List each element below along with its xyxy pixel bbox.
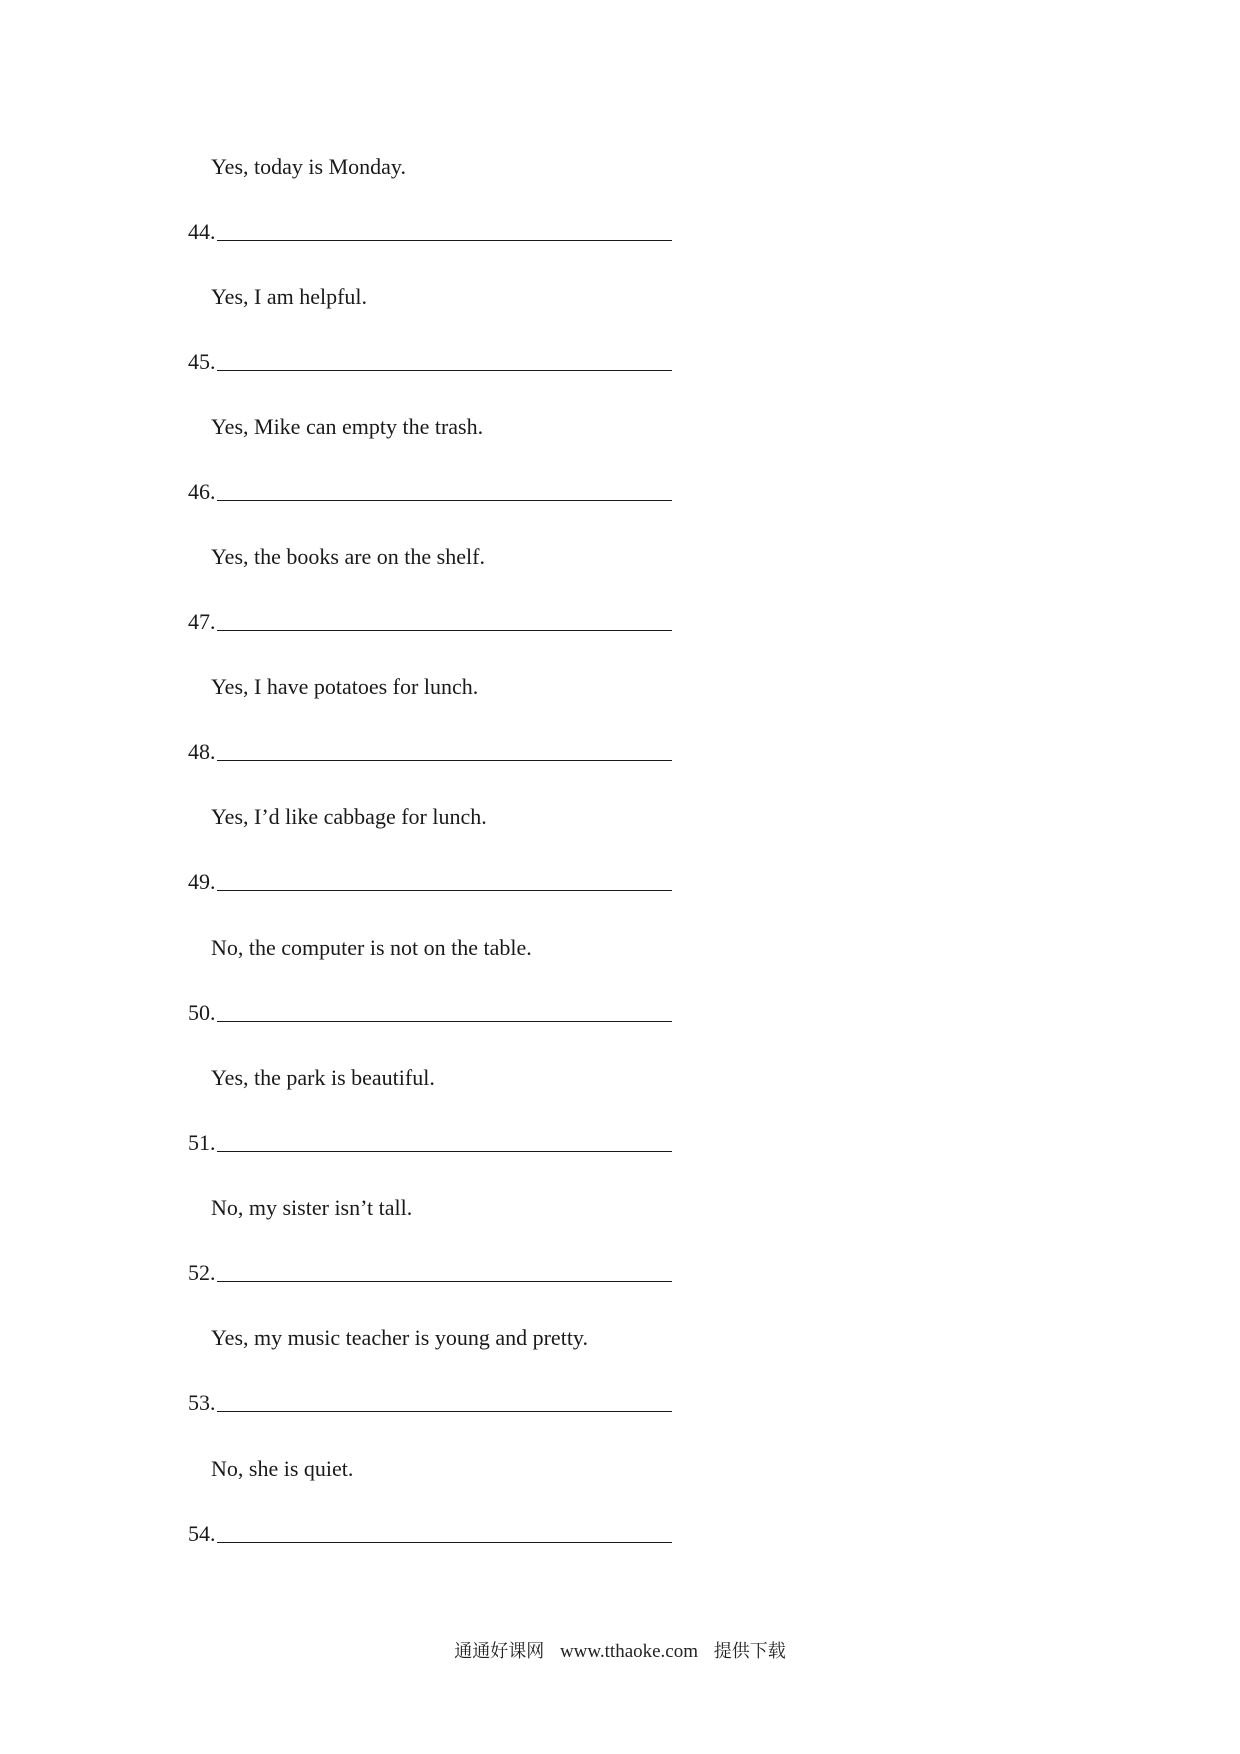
question-blank-row bbox=[188, 349, 672, 375]
question-number: 49. bbox=[188, 869, 216, 894]
footer-suffix: 提供下载 bbox=[713, 1641, 786, 1662]
footer-site-name: 通通好课网 bbox=[454, 1641, 545, 1662]
answer-sentence: Yes, I’d like cabbage for lunch. bbox=[211, 804, 487, 829]
answer-blank-line[interactable] bbox=[217, 1021, 672, 1022]
answer-sentence: No, she is quiet. bbox=[211, 1456, 354, 1481]
answer-blank-line[interactable] bbox=[217, 500, 672, 501]
answer-sentence: No, my sister isn’t tall. bbox=[211, 1195, 413, 1220]
question-number: 47. bbox=[188, 609, 216, 634]
answer-sentence: Yes, the books are on the shelf. bbox=[211, 544, 485, 569]
answer-blank-line[interactable] bbox=[217, 630, 672, 631]
page-footer bbox=[0, 1640, 1240, 1664]
answer-blank-line[interactable] bbox=[217, 760, 672, 761]
question-blank-row bbox=[188, 219, 672, 245]
question-blank-row bbox=[188, 869, 672, 895]
answer-sentence: Yes, I have potatoes for lunch. bbox=[211, 674, 479, 699]
answer-blank-line[interactable] bbox=[217, 370, 672, 371]
question-number: 53. bbox=[188, 1390, 216, 1415]
answer-sentence: Yes, the park is beautiful. bbox=[211, 1065, 435, 1090]
answer-blank-line[interactable] bbox=[217, 1542, 672, 1543]
question-number: 51. bbox=[188, 1130, 216, 1155]
answer-blank-line[interactable] bbox=[217, 1281, 672, 1282]
question-blank-row bbox=[188, 1000, 672, 1026]
question-blank-row bbox=[188, 1130, 672, 1156]
question-number: 50. bbox=[188, 1000, 216, 1025]
answer-blank-line[interactable] bbox=[217, 1411, 672, 1412]
answer-blank-line[interactable] bbox=[217, 1151, 672, 1152]
question-number: 44. bbox=[188, 219, 216, 244]
question-number: 48. bbox=[188, 739, 216, 764]
question-blank-row bbox=[188, 1521, 672, 1547]
footer-url[interactable]: www.tthaoke.com bbox=[559, 1641, 699, 1662]
question-number: 45. bbox=[188, 349, 216, 374]
question-blank-row bbox=[188, 479, 672, 505]
answer-sentence: Yes, my music teacher is young and pretty. bbox=[211, 1325, 588, 1350]
question-number: 54. bbox=[188, 1521, 216, 1546]
answer-sentence: Yes, today is Monday. bbox=[211, 154, 406, 179]
question-blank-row bbox=[188, 1390, 672, 1416]
answer-sentence: No, the computer is not on the table. bbox=[211, 935, 532, 960]
answer-blank-line[interactable] bbox=[217, 890, 672, 891]
question-number: 46. bbox=[188, 479, 216, 504]
answer-sentence: Yes, Mike can empty the trash. bbox=[211, 414, 484, 439]
question-blank-row bbox=[188, 609, 672, 635]
question-number: 52. bbox=[188, 1260, 216, 1285]
question-blank-row bbox=[188, 739, 672, 765]
answer-blank-line[interactable] bbox=[217, 240, 672, 241]
answer-sentence: Yes, I am helpful. bbox=[211, 284, 368, 309]
question-blank-row bbox=[188, 1260, 672, 1286]
